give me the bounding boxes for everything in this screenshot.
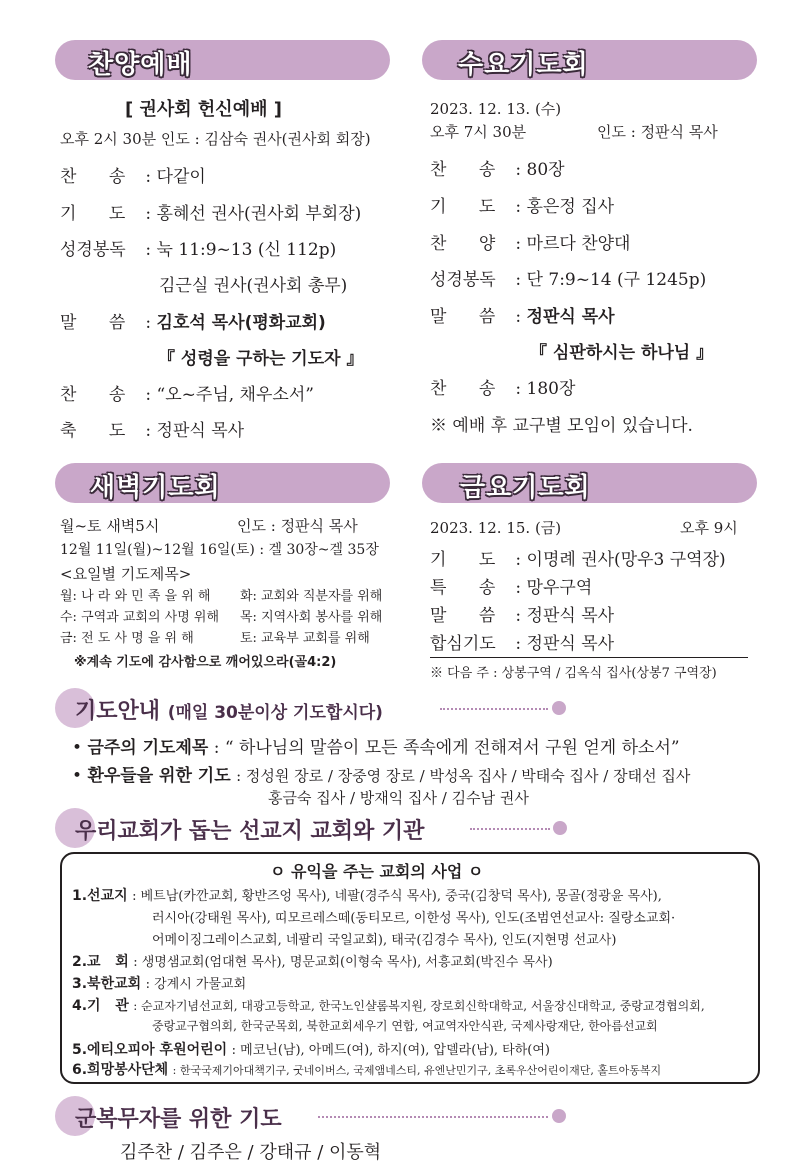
- sunday-row: 찬 송 : 다같이: [60, 162, 206, 187]
- prayer-title-main: 기도안내: [75, 699, 161, 724]
- friday-next: ※ 다음 주 : 상봉구역 / 김옥식 집사(상봉7 구역장): [430, 666, 717, 681]
- wednesday-sermon: 말 씀 : 정판식 목사: [430, 302, 615, 327]
- wednesday-hymn: 찬 송 : 180장: [430, 374, 575, 399]
- row-label: 성경봉독: [60, 240, 126, 260]
- wednesday-leader: 인도 : 정판식 목사: [597, 123, 718, 141]
- item-line: : 메코닌(남), 아메드(여), 하지(여), 압델라(남), 타하(여): [231, 1043, 550, 1058]
- friday-title: 금요기도회: [460, 473, 591, 503]
- dawn-dates: 12월 11일(월)~12월 16일(토) : 겔 30장~겔 35장: [60, 542, 379, 558]
- row-value: 이명례 권사(망우3 구역장): [526, 550, 726, 570]
- item-line: 어메이징그레이스교회, 네팔리 국일교회), 태국(김경수 목사), 인도(지현명 선교사): [152, 933, 617, 948]
- wednesday-row: 찬 양 : 마르다 찬양대: [430, 229, 630, 254]
- dotted-rule: [470, 828, 550, 830]
- sunday-row: 성경봉독 : 눅 11:9~13 (신 112p): [60, 235, 336, 260]
- friday-row: 기 도 : 이명례 권사(망우3 구역장): [430, 545, 726, 570]
- prayer-title-sub: (매일 30분이상 기도합시다): [167, 703, 383, 723]
- mission-item: [72, 951, 553, 971]
- dawn-topic-left: 월: 나 라 와 민 족 을 위 해: [60, 589, 211, 604]
- missions-box-title: ㅇ 유익을 주는 교회의 사업 ㅇ: [270, 862, 484, 881]
- sunday-time: 오후 2시 30분 인도 : 김삼숙 권사(권사회 회장): [60, 130, 371, 148]
- sunday-reader: 김근실 권사(권사회 총무): [159, 276, 348, 296]
- sick-label: 환우들을 위한 기도: [87, 766, 231, 786]
- wednesday-row: 찬 송 : 80장: [430, 155, 565, 180]
- prayer-weekly: [72, 733, 680, 758]
- wednesday-sermon-title: 『 심판하시는 하나님 』: [530, 343, 714, 363]
- row-value: 다같이: [156, 167, 206, 187]
- mission-item: [72, 995, 705, 1015]
- friday-time: 오후 9시: [680, 519, 738, 537]
- item-line: : 순교자기념선교회, 대광고등학교, 한국노인샬롬복지원, 장로회신학대학교, 서울장신대학교, 중랑교경협의회,: [133, 999, 705, 1013]
- row-label: 말 씀: [60, 313, 126, 333]
- military-names: 김주찬 / 김주은 / 강태규 / 이동혁: [120, 1142, 382, 1163]
- sunday-sermon-title: 『 성령을 구하는 기도자 』: [158, 349, 364, 369]
- item-label: 4.기 관: [72, 998, 129, 1014]
- rule-end-dot: [553, 821, 567, 835]
- dotted-rule: [318, 1116, 548, 1118]
- sunday-row: 찬 송 : “오~주님, 채우소서”: [60, 380, 314, 405]
- row-value: 정판식 목사: [156, 421, 245, 441]
- prayer-sick-cont: 홍금숙 집사 / 방재익 집사 / 김수남 권사: [268, 789, 529, 807]
- sunday-row: 기 도 : 홍혜선 권사(권사회 부회장): [60, 199, 361, 224]
- bullet: •: [72, 766, 83, 786]
- row-value: 홍은정 집사: [526, 197, 615, 217]
- row-label: 말 씀: [430, 307, 496, 327]
- wednesday-row: 기 도 : 홍은정 집사: [430, 192, 614, 217]
- item-label: 3.북한교회: [72, 976, 142, 992]
- wednesday-title: 수요기도회: [458, 50, 589, 80]
- weekly-value: : “ 하나님의 말씀이 모든 족속에게 전해져서 구원 얻게 하소서”: [213, 738, 680, 758]
- dawn-topic-left: 금: 전 도 사 명 을 위 해: [60, 631, 194, 646]
- item-label: 1.선교지: [72, 888, 128, 904]
- row-value: 망우구역: [526, 578, 593, 598]
- mission-item: [72, 1039, 550, 1059]
- row-value: 홍혜선 권사(권사회 부회장): [156, 204, 362, 224]
- military-title: 군복무자를 위한 기도: [75, 1107, 282, 1132]
- sunday-subtitle: [ 권사회 헌신예배 ]: [125, 99, 282, 120]
- row-value: 정판식 목사: [526, 634, 615, 654]
- sunday-row: 축 도 : 정판식 목사: [60, 416, 244, 441]
- dawn-verse: ※계속 기도에 감사함으로 깨어있으라(골4:2): [74, 655, 337, 670]
- dawn-subhead: <요일별 기도제목>: [60, 565, 192, 583]
- friday-row: 말 씀 : 정판식 목사: [430, 601, 614, 626]
- rule-end-dot: [552, 1109, 566, 1123]
- mission-item: [72, 885, 662, 905]
- missions-title: 우리교회가 돕는 선교지 교회와 기관: [75, 819, 425, 844]
- row-value: 눅 11:9~13 (신 112p): [156, 240, 337, 260]
- dawn-topic-right: 화: 교회와 직분자를 위해: [240, 589, 383, 604]
- bullet: •: [72, 738, 83, 758]
- friday-row: 합심기도 : 정판식 목사: [430, 629, 614, 654]
- dawn-topic-right: 목: 지역사회 봉사를 위해: [240, 610, 383, 625]
- item-label: 5.에티오피아 후원어린이: [72, 1042, 228, 1058]
- row-value: “오~주님, 채우소서”: [156, 385, 314, 405]
- item-line: : 강계시 가물교회: [145, 977, 247, 992]
- item-line: : 한국국제기아대책기구, 굿네이버스, 국제앰네스티, 유엔난민기구, 초록우산어린이재단, 홀트아동복지: [172, 1064, 662, 1077]
- mission-item: [72, 973, 246, 993]
- wednesday-date: 2023. 12. 13. (수): [430, 100, 562, 118]
- sunday-title: 찬양예배: [88, 50, 193, 80]
- row-label: 찬 양: [430, 234, 496, 254]
- row-value: 180장: [526, 379, 576, 399]
- row-label: 특 송: [430, 578, 496, 598]
- row-value: 단 7:9~14 (구 1245p): [526, 270, 707, 290]
- sermon-preacher: 정판식 목사: [526, 307, 615, 327]
- row-label: 합심기도: [430, 634, 496, 654]
- friday-date: 2023. 12. 15. (금): [430, 519, 562, 537]
- wednesday-row: 성경봉독 : 단 7:9~14 (구 1245p): [430, 265, 706, 290]
- weekly-label: 금주의 기도제목: [87, 738, 209, 758]
- item-line: : 베트남(카깐교회, 황반즈엉 목사), 네팔(경주식 목사), 중국(김창덕 목사), 몽골(정광윤 목사),: [132, 889, 662, 904]
- item-label: 6.희망봉사단체: [72, 1062, 169, 1078]
- row-label: 성경봉독: [430, 270, 496, 290]
- sunday-sermon: 말 씀 : 김호석 목사(평화교회): [60, 308, 326, 333]
- row-label: 기 도: [60, 204, 126, 224]
- item-label: 2.교 회: [72, 954, 129, 970]
- dawn-topic-left: 수: 구역과 교회의 사명 위해: [60, 610, 220, 625]
- row-label: 기 도: [430, 550, 496, 570]
- item-line: 중랑교구협의회, 한국군목회, 북한교회세우기 연합, 여교역자안식관, 국제사랑재단, 한아름선교회: [152, 1019, 658, 1033]
- row-value: 정판식 목사: [526, 606, 615, 626]
- row-label: 찬 송: [430, 160, 496, 180]
- mission-item: [72, 1059, 661, 1079]
- item-line: 러시아(강태원 목사), 띠모르레스떼(동티모르, 이한성 목사), 인도(조범연선교사: 질랑소교회·: [152, 911, 676, 926]
- prayer-sick: [72, 761, 690, 786]
- row-value: 80장: [526, 160, 565, 180]
- friday-row: 특 송 : 망우구역: [430, 573, 592, 598]
- wednesday-note: ※ 예배 후 교구별 모임이 있습니다.: [430, 416, 693, 436]
- row-label: 찬 송: [430, 379, 496, 399]
- row-label: 말 씀: [430, 606, 496, 626]
- row-label: 찬 송: [60, 385, 126, 405]
- dawn-leader: 인도 : 정판식 목사: [237, 517, 358, 535]
- dawn-topic-right: 토: 교육부 교회를 위해: [240, 631, 370, 646]
- dawn-time: 월~토 새벽5시: [60, 517, 160, 535]
- item-line: : 생명샘교회(엄대현 목사), 명문교회(이형숙 목사), 서흥교회(박진수 목사): [133, 955, 553, 970]
- prayer-title: [75, 694, 383, 725]
- wednesday-time: 오후 7시 30분: [430, 123, 527, 141]
- rule-end-dot: [552, 701, 566, 715]
- row-label: 축 도: [60, 421, 126, 441]
- dotted-rule: [440, 708, 548, 710]
- row-value: 마르다 찬양대: [526, 234, 631, 254]
- sermon-preacher: 김호석 목사(평화교회): [156, 313, 326, 333]
- divider: [430, 657, 748, 658]
- dawn-title: 새벽기도회: [90, 473, 221, 503]
- row-label: 찬 송: [60, 167, 126, 187]
- row-label: 기 도: [430, 197, 496, 217]
- sick-value: : 정성원 장로 / 장중영 장로 / 박성옥 집사 / 박태숙 집사 / 장태선 집사: [236, 767, 691, 785]
